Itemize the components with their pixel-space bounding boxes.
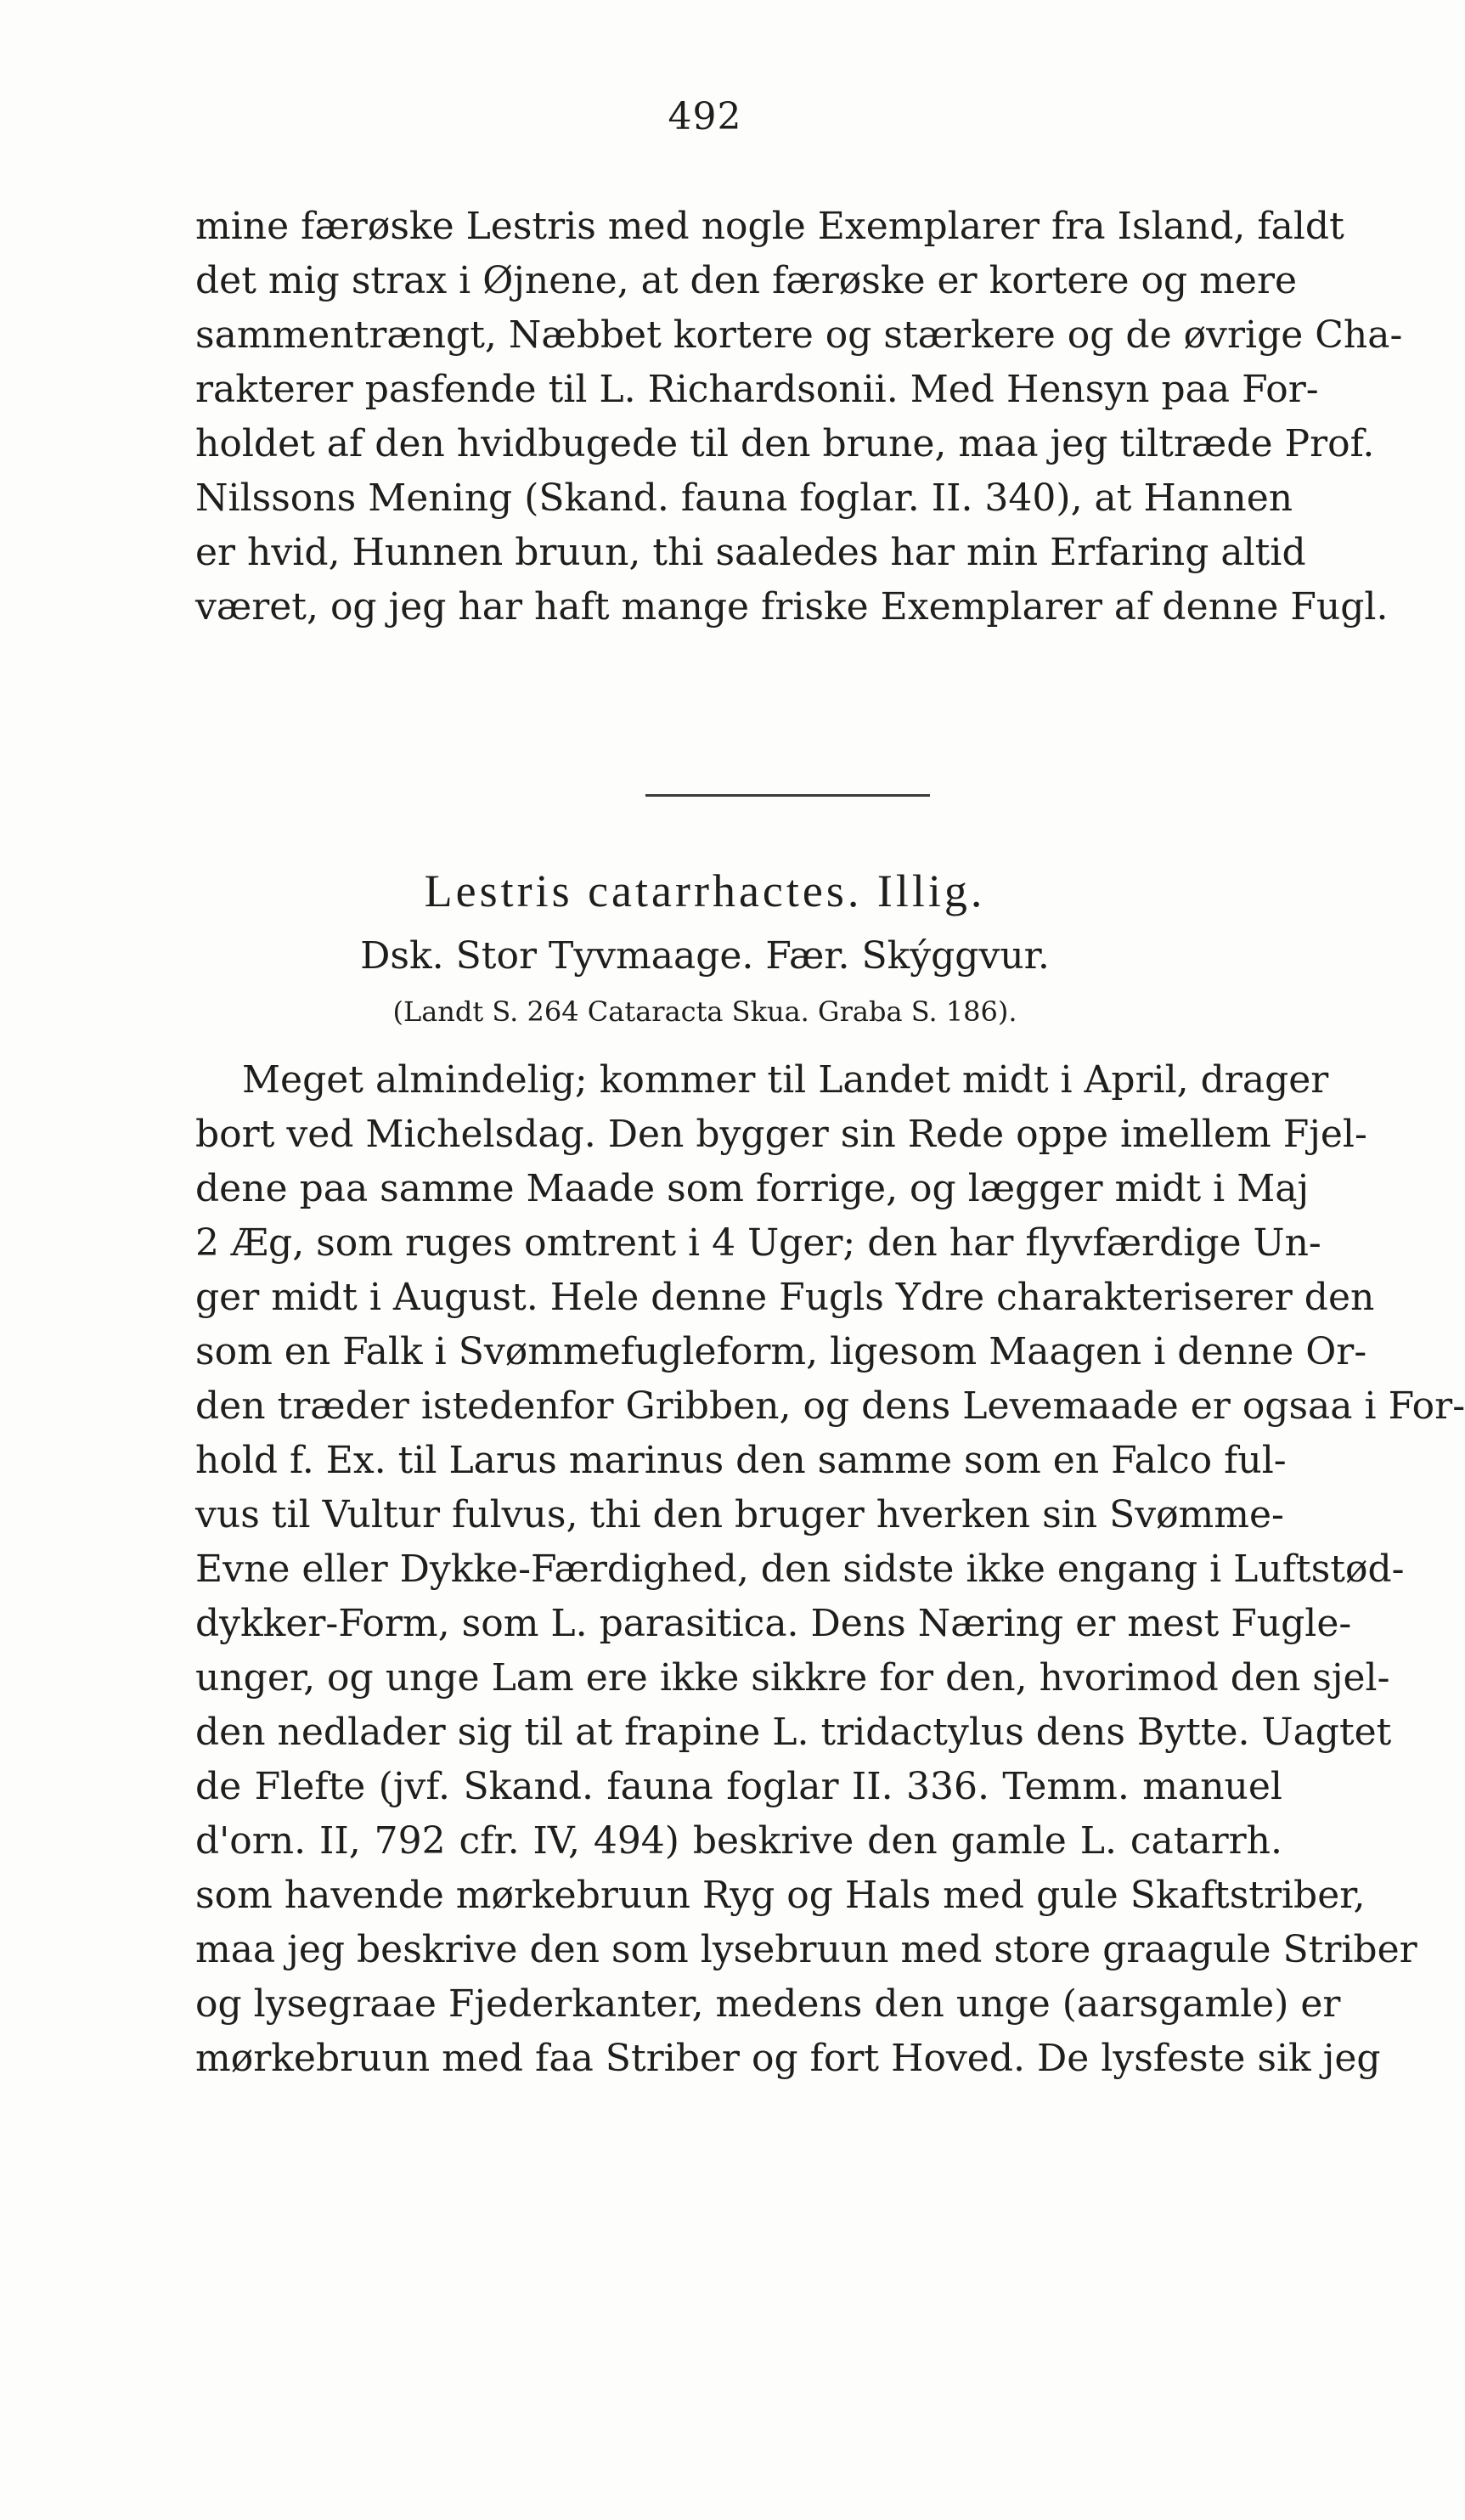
text-line: mørkebruun med faa Striber og fort Hoved. De lysfeste sik jeg [195,2037,1381,2080]
text-line: vus til Vultur fulvus, thi den bruger hverken sin Svømme- [195,1493,1284,1536]
text-line: hold f. Ex. til Larus marinus den samme som en Falco ful- [195,1439,1287,1482]
text-line: unger, og unge Lam ere ikke sikkre for den, hvorimod den sjel- [195,1656,1390,1700]
text-line: været, og jeg har haft mange friske Exemplarer af denne Fugl. [195,585,1389,629]
text-line: holdet af den hvidbugede til den brune, maa jeg tiltræde Prof. [195,422,1375,465]
text-line: er hvid, Hunnen bruun, thi saaledes har min Erfaring altid [195,531,1306,574]
text-line: maa jeg beskrive den som lysebruun med store graagule Striber [195,1928,1417,1971]
text-line: rakterer pasfende til L. Richardsonii. Med Hensyn paa For- [195,368,1319,411]
text-line: Meget almindelig; kommer til Landet midt i April, drager [242,1058,1329,1102]
paragraph-2 [195,1053,1465,2086]
text-line: ger midt i August. Hele denne Fugls Ydre charakteriserer den [195,1276,1375,1319]
common-names: Dsk. Stor Tyvmaage. Fær. Skýggvur. [360,934,1050,978]
text-line: de Flefte (jvf. Skand. fauna foglar II. 336. Temm. manuel [195,1765,1282,1808]
text-line: Evne eller Dykke-Færdighed, den sidste ikke engang i Luftstød- [195,1548,1405,1591]
text-line: som havende mørkebruun Ryg og Hals med gule Skaftstriber, [195,1874,1366,1917]
text-line: dene paa samme Maade som forrige, og lægger midt i Maj [195,1167,1310,1210]
text-line: som en Falk i Svømmefugleform, ligesom Maagen i denne Or- [195,1330,1367,1373]
text-line: og lysegraae Fjederkanter, medens den unge (aarsgamle) er [195,1982,1341,2026]
text-line: sammentrængt, Næbbet kortere og stærkere og de øvrige Cha- [195,313,1403,357]
text-line: bort ved Michelsdag. Den bygger sin Rede oppe imellem Fjel- [195,1113,1367,1156]
text-line: den træder istedenfor Gribben, og dens Levemaade er ogsaa i For- [195,1384,1465,1428]
text-line: det mig strax i Øjnene, at den færøske er kortere og mere [195,259,1298,302]
page-number: 492 [668,95,742,138]
literature-references: (Landt S. 264 Cataracta Skua. Graba S. 186). [392,995,1017,1028]
species-heading: Lestris catarrhactes. Illig. [424,865,986,916]
text-line: Nilssons Mening (Skand. fauna foglar. II. 340), at Hannen [195,476,1293,520]
text-line: 2 Æg, som ruges omtrent i 4 Uger; den har flyvfærdige Un- [195,1221,1321,1265]
text-line: den nedlader sig til at frapine L. tridactylus dens Bytte. Uagtet [195,1711,1392,1754]
text-line: d'orn. II, 792 cfr. IV, 494) beskrive den gamle L. catarrh. [195,1819,1282,1863]
section-divider [645,794,930,797]
text-line: mine færøske Lestris med nogle Exemplarer fra Island, faldt [195,205,1344,248]
paragraph-1 [195,200,1403,634]
text-line: dykker-Form, som L. parasitica. Dens Næring er mest Fugle- [195,1602,1352,1645]
